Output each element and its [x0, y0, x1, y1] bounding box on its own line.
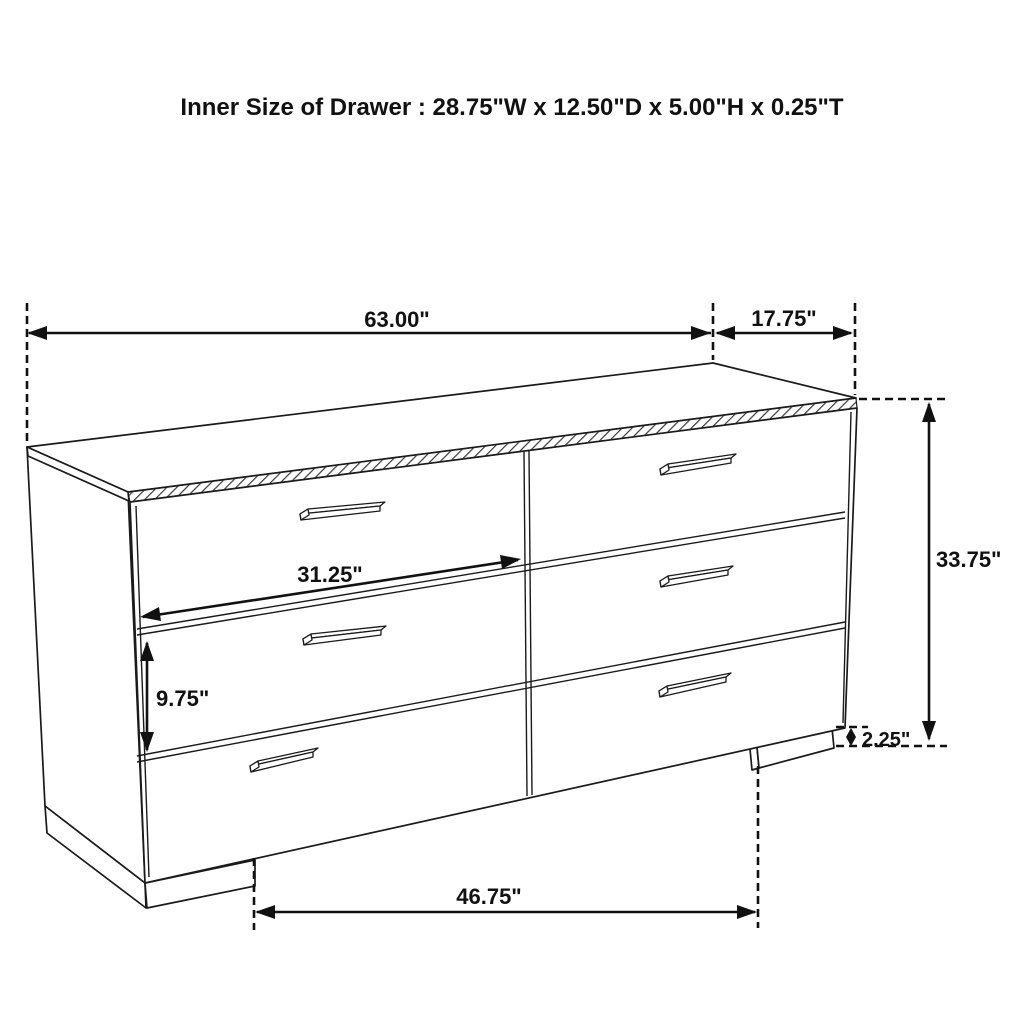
diagram-title: Inner Size of Drawer : 28.75"W x 12.50"D x 5.00"H x 0.25"T	[180, 94, 844, 121]
arrowhead-right	[737, 905, 757, 919]
dimension-base-height	[836, 727, 910, 751]
arrowhead-down	[922, 721, 936, 741]
arrowhead-left	[255, 905, 275, 919]
arrowhead-right	[691, 326, 711, 340]
arrowhead-down	[846, 737, 856, 746]
arrowhead-left	[715, 326, 735, 340]
dresser	[27, 363, 857, 908]
dimension-overall-height	[836, 399, 1001, 746]
dimension-label-base-height: 2.25"	[862, 729, 911, 751]
arrowhead-left	[27, 326, 47, 340]
dresser-left-side-panel	[27, 447, 145, 883]
dimension-label-drawer-front-width: 31.25"	[297, 562, 363, 587]
arrowhead-up	[846, 728, 856, 737]
dimension-label-overall-height: 33.75"	[936, 547, 1002, 572]
arrowhead-up	[922, 402, 936, 422]
dimension-label-base-opening-width: 46.75"	[456, 884, 522, 909]
dimension-label-overall-depth: 17.75"	[751, 306, 817, 331]
dimension-label-overall-width: 63.00"	[364, 307, 430, 332]
arrowhead-right	[833, 326, 853, 340]
dimension-label-drawer-front-height: 9.75"	[156, 686, 210, 711]
